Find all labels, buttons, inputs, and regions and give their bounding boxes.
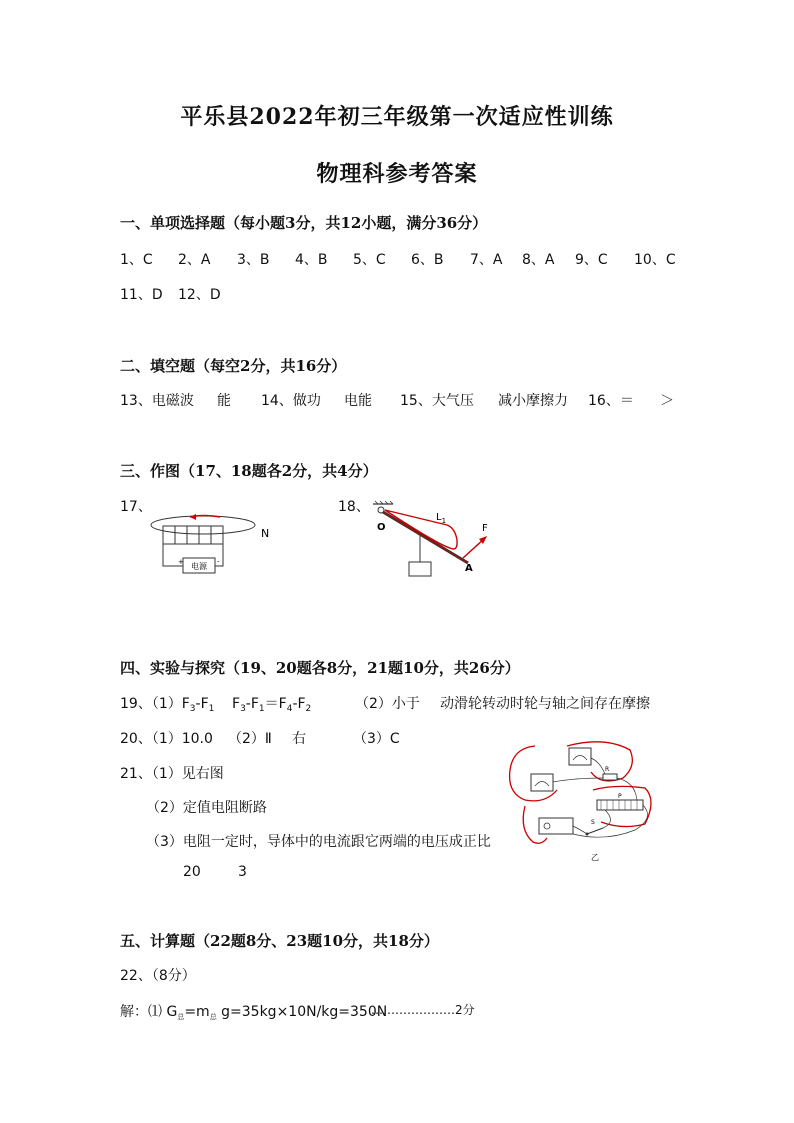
weight-block: [409, 562, 431, 576]
arm-bracket: [385, 510, 457, 549]
north-pole-label: N: [261, 527, 270, 540]
q22-score: …………………2分: [371, 1003, 475, 1017]
section1-heading: 一、单项选择题（每小题3分，共12小题，满分36分）: [120, 214, 488, 232]
fill-answer-15b: 减小摩擦力: [498, 393, 568, 409]
solenoid-figure: [145, 508, 295, 580]
rheostat-icon: [597, 800, 643, 810]
q22-header: 22、（8分）: [120, 968, 196, 984]
q22-solution-line: 解：⑴ $G_总=m_总$ g=35kg×10N/kg=350N: [120, 1004, 388, 1021]
answer-1: 1、C: [120, 252, 153, 268]
section2-heading: 二、填空题（每空2分，共16分）: [120, 357, 347, 375]
pivot-label: O: [377, 522, 386, 533]
q21-part1: 21、（1）见右图: [120, 766, 224, 782]
q19-part3: 动滑轮转动时轮与轴之间存在摩擦: [440, 696, 650, 712]
fill-answer-14b: 电能: [344, 393, 372, 409]
circuit-figure: [505, 738, 665, 866]
page-subtitle: 物理科参考答案: [316, 161, 478, 187]
section3-heading: 三、作图（17、18题各2分，共4分）: [120, 462, 378, 480]
q21-value-2: 3: [238, 864, 247, 880]
answer-5: 5、C: [353, 252, 386, 268]
page-title: 平乐县2022年初三年级第一次适应性训练: [180, 104, 614, 130]
voltmeter-icon: [569, 748, 591, 765]
q21-part2: （2）定值电阻断路: [146, 800, 267, 816]
fill-answer-15a: 15、大气压: [400, 393, 474, 409]
point-a-label: A: [465, 563, 473, 574]
q21-value-1: 20: [183, 864, 201, 880]
q17-label: 17、: [120, 499, 152, 515]
answer-4: 4、B: [295, 252, 328, 268]
answer-3: 3、B: [237, 252, 270, 268]
arm-label: $L_1$: [436, 512, 447, 525]
answer-2: 2、A: [178, 252, 211, 268]
answer-9: 9、C: [575, 252, 608, 268]
resistor-label: R: [605, 766, 610, 773]
switch-label: S: [591, 819, 595, 826]
answer-11: 11、D: [120, 287, 163, 303]
slider-label: P: [618, 793, 622, 800]
fill-answer-13b: 能: [217, 393, 231, 409]
switch-icon: [587, 828, 603, 834]
answer-7: 7、A: [470, 252, 503, 268]
resistor-icon: [603, 774, 617, 780]
answer-12: 12、D: [178, 287, 221, 303]
answer-6: 6、B: [411, 252, 444, 268]
force-label: F: [482, 523, 488, 534]
ammeter-icon: [531, 774, 553, 791]
fill-answer-13a: 13、电磁波: [120, 393, 194, 409]
q21-part3: （3）电阻一定时，导体中的电流跟它两端的电压成正比: [146, 834, 491, 850]
minus-terminal-label: -: [217, 558, 220, 566]
power-supply-label: 电源: [191, 562, 207, 571]
q19-part2: （2）小于: [355, 696, 420, 712]
answer-10: 10、C: [634, 252, 676, 268]
plus-terminal-label: +: [178, 558, 184, 566]
q18-label: 18、: [338, 499, 370, 515]
section5-heading: 五、计算题（22题8分、23题10分，共18分）: [120, 932, 439, 950]
fill-answer-16a: 16、＝: [588, 393, 634, 409]
figure-caption: 乙: [591, 853, 599, 862]
answer-8: 8、A: [522, 252, 555, 268]
section4-heading: 四、实验与探究（19、20题各8分，21题10分，共26分）: [120, 659, 520, 677]
fill-answer-14a: 14、做功: [261, 393, 321, 409]
lever-figure: [365, 500, 515, 580]
fill-answer-16b: ＞: [660, 393, 674, 409]
